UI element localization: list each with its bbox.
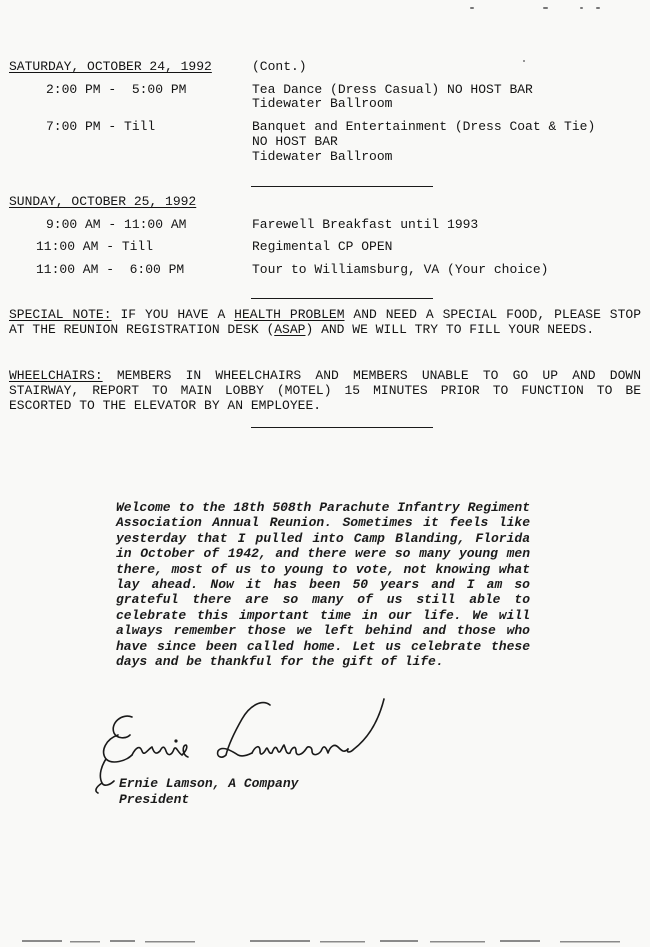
- event-line: Tidewater Ballroom: [252, 96, 393, 111]
- section-divider: [251, 298, 433, 299]
- health-problem-text: HEALTH PROBLEM: [234, 307, 345, 322]
- signer-name: Ernie Lamson, A Company: [119, 776, 299, 791]
- special-note-text: IF YOU HAVE A: [111, 307, 235, 322]
- event-line: Farewell Breakfast until 1993: [252, 217, 479, 232]
- section-divider: [251, 186, 433, 187]
- event-line: NO HOST BAR: [252, 134, 338, 149]
- scan-speck: [543, 7, 548, 9]
- special-note-text: ) AND WE WILL TRY TO FILL YOUR NEEDS.: [305, 322, 595, 337]
- sunday-heading: SUNDAY, OCTOBER 25, 1992: [9, 194, 197, 209]
- event-line: Tour to Williamsburg, VA (Your choice): [252, 262, 549, 277]
- event-time: 7:00 PM - Till: [46, 119, 156, 134]
- event-line: Banquet and Entertainment (Dress Coat & Tie): [252, 119, 596, 134]
- event-time: 9:00 AM - 11:00 AM: [46, 217, 187, 232]
- signer-title: President: [119, 792, 190, 807]
- welcome-letter: Welcome to the 18th 508th Parachute Infantry Regiment Association Annual Reunion. Sometimes it feels like yesterday that I pulled into Camp Blanding, Florida in October of 1942, and there were so many young men there, most of us to young to vote, not knowing what lay ahead. Now it has been 50 years and I am so grateful there are so many of us still able to celebrate this important time in our life. We will always remember those we left behind and those who have since been called home. Let us celebrate these days and be thankful for the gift of life.: [116, 500, 530, 670]
- event-line: Tea Dance (Dress Casual) NO HOST BAR: [252, 82, 533, 97]
- special-note: [9, 307, 641, 337]
- scan-speck: [523, 60, 525, 62]
- event-time: 11:00 AM - 6:00 PM: [36, 262, 185, 277]
- scan-speck: [580, 7, 583, 9]
- scan-speck: [470, 7, 474, 9]
- section-divider: [251, 427, 433, 428]
- saturday-heading: SATURDAY, OCTOBER 24, 1992: [9, 59, 212, 74]
- scan-speck: [596, 7, 600, 9]
- wheelchairs-note: [9, 368, 641, 413]
- scan-noise-band: [0, 936, 650, 947]
- event-time: 2:00 PM - 5:00 PM: [46, 82, 187, 97]
- special-note-label: SPECIAL NOTE:: [9, 307, 112, 322]
- event-line: Regimental CP OPEN: [252, 239, 393, 254]
- wheelchairs-text: MEMBERS IN WHEELCHAIRS AND MEMBERS UNABLE TO GO UP AND DOWN STAIRWAY, REPORT TO MAIN LOBBY (MOTEL) 15 MINUTES PRIOR TO FUNCTION TO BE ESCORTED TO THE ELEVATOR BY AN EMPLOYEE.: [9, 368, 641, 413]
- wheelchairs-label: WHEELCHAIRS:: [9, 368, 103, 383]
- saturday-cont-label: (Cont.): [252, 59, 307, 74]
- special-note-text: AND NEED A SPECIAL FOOD, PLEASE STOP AT THE REUNION REGISTRATION DESK (: [9, 307, 641, 337]
- asap-text: ASAP: [274, 322, 306, 337]
- event-time: 11:00 AM - Till: [36, 239, 154, 254]
- event-line: Tidewater Ballroom: [252, 149, 393, 164]
